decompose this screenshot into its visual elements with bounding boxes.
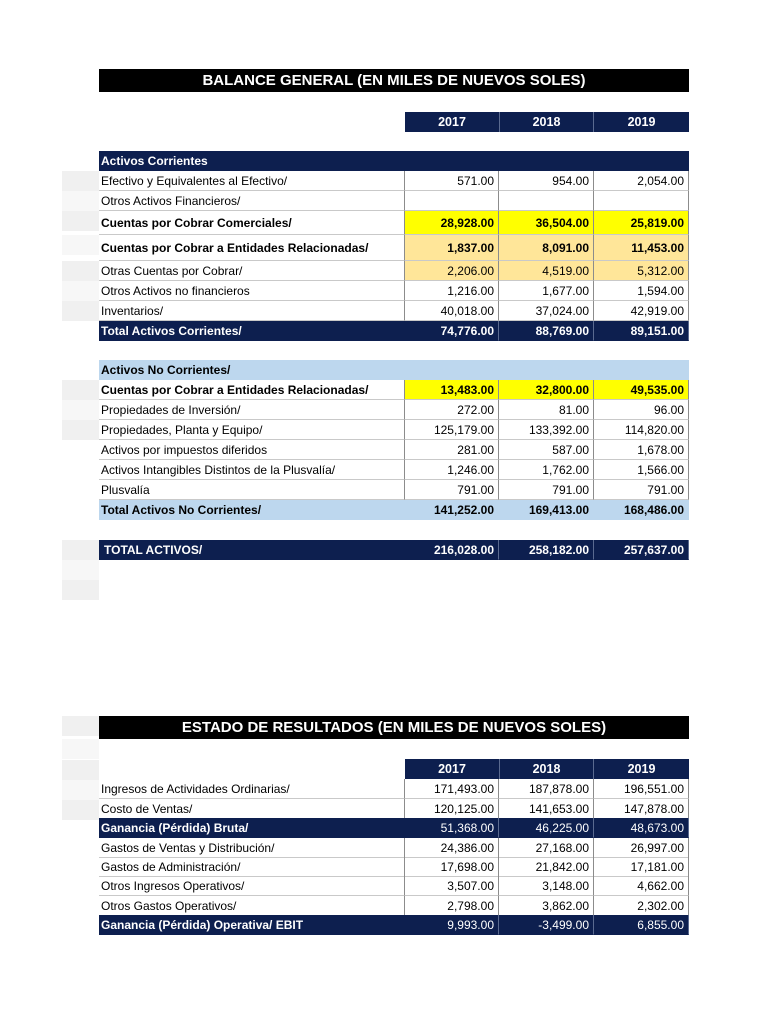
cell-2018: 27,168.00 xyxy=(499,838,594,858)
row-stub xyxy=(62,191,99,211)
balance-title: BALANCE GENERAL (EN MILES DE NUEVOS SOLES) xyxy=(99,69,689,92)
cell-2017: 571.00 xyxy=(405,171,499,191)
cell-2018: 21,842.00 xyxy=(499,857,594,877)
cell-2017: 17,698.00 xyxy=(405,857,499,877)
cell-2019: 147,878.00 xyxy=(594,799,689,819)
cell-2018 xyxy=(499,191,594,211)
table-row xyxy=(99,857,689,877)
row-label: Otros Activos no financieros xyxy=(99,281,405,301)
cell-2018: 4,519.00 xyxy=(499,261,594,281)
cell-2019: 1,678.00 xyxy=(594,440,689,460)
cell-2018: 141,653.00 xyxy=(499,799,594,819)
row-stub xyxy=(62,211,99,231)
row-label: Plusvalía xyxy=(99,480,405,500)
cell-2017: 28,928.00 xyxy=(405,211,499,235)
cell-2017: 3,507.00 xyxy=(405,876,499,896)
cell-2018: 8,091.00 xyxy=(499,235,594,261)
row-stub xyxy=(62,235,99,255)
cell-2018: 169,413.00 xyxy=(499,500,594,520)
balance-year-2017: 2017 xyxy=(405,112,500,132)
table-row xyxy=(99,261,689,281)
cell-2019: 257,637.00 xyxy=(594,540,689,560)
cell-2017: 74,776.00 xyxy=(405,321,499,341)
cell-2017: 51,368.00 xyxy=(405,818,499,838)
cell-2017: 1,246.00 xyxy=(405,460,499,480)
cell-2019: 1,594.00 xyxy=(594,281,689,301)
cell-2018: 3,148.00 xyxy=(499,876,594,896)
cell-2019: 48,673.00 xyxy=(594,818,689,838)
row-stub xyxy=(62,716,99,736)
table-row xyxy=(99,211,689,235)
table-row xyxy=(99,380,689,400)
row-stub xyxy=(62,540,99,560)
table-row-ganancia-bruta xyxy=(99,818,689,838)
table-row xyxy=(99,799,689,819)
section-header-activos-no-corrientes xyxy=(99,360,689,380)
row-stub xyxy=(62,301,99,321)
row-stub xyxy=(62,560,99,580)
cell-2017: 1,216.00 xyxy=(405,281,499,301)
row-label: Propiedades, Planta y Equipo/ xyxy=(99,420,405,440)
table-row xyxy=(99,235,689,261)
cell-2018: 32,800.00 xyxy=(499,380,594,400)
row-label: Activos Intangibles Distintos de la Plusvalía/ xyxy=(99,460,405,480)
balance-year-2018: 2018 xyxy=(500,112,594,132)
row-label: Ganancia (Pérdida) Bruta/ xyxy=(99,818,405,838)
table-row xyxy=(99,779,689,799)
cell-2017: 13,483.00 xyxy=(405,380,499,400)
cell-2019 xyxy=(594,191,689,211)
cell-2018: 81.00 xyxy=(499,400,594,420)
row-label: Costo de Ventas/ xyxy=(99,799,405,819)
row-label: Ganancia (Pérdida) Operativa/ EBIT xyxy=(99,915,405,935)
row-label: Otros Activos Financieros/ xyxy=(99,191,405,211)
row-stub xyxy=(62,760,99,780)
resultados-title: ESTADO DE RESULTADOS (EN MILES DE NUEVOS SOLES) xyxy=(99,716,689,739)
row-label: Gastos de Ventas y Distribución/ xyxy=(99,838,405,858)
row-stub xyxy=(62,400,99,420)
cell-2017: 272.00 xyxy=(405,400,499,420)
cell-2019: 89,151.00 xyxy=(594,321,689,341)
table-row xyxy=(99,838,689,858)
table-row xyxy=(99,876,689,896)
total-row-corrientes xyxy=(99,321,689,341)
table-row xyxy=(99,896,689,916)
cell-2017: 9,993.00 xyxy=(405,915,499,935)
table-row xyxy=(99,281,689,301)
row-stub xyxy=(62,739,99,759)
cell-2019: 791.00 xyxy=(594,480,689,500)
cell-2018: 36,504.00 xyxy=(499,211,594,235)
row-label: Otras Cuentas por Cobrar/ xyxy=(99,261,405,281)
resultados-year-2018: 2018 xyxy=(500,759,594,779)
cell-2019: 11,453.00 xyxy=(594,235,689,261)
cell-2017: 791.00 xyxy=(405,480,499,500)
section-header-activos-corrientes xyxy=(99,151,689,171)
cell-2017: 40,018.00 xyxy=(405,301,499,321)
row-stub xyxy=(62,580,99,600)
cell-2018: 258,182.00 xyxy=(499,540,594,560)
cell-2018: 1,762.00 xyxy=(499,460,594,480)
cell-2019: 2,054.00 xyxy=(594,171,689,191)
row-label: Propiedades de Inversión/ xyxy=(99,400,405,420)
cell-2019: 4,662.00 xyxy=(594,876,689,896)
row-label: Activos por impuestos diferidos xyxy=(99,440,405,460)
row-stub xyxy=(62,420,99,440)
row-stub xyxy=(62,281,99,301)
cell-2017 xyxy=(405,191,499,211)
cell-2019: 2,302.00 xyxy=(594,896,689,916)
row-label: Inventarios/ xyxy=(99,301,405,321)
cell-2019: 49,535.00 xyxy=(594,380,689,400)
row-stub xyxy=(62,780,99,800)
row-label: Cuentas por Cobrar Comerciales/ xyxy=(99,211,405,235)
table-row xyxy=(99,480,689,500)
cell-2018: -3,499.00 xyxy=(499,915,594,935)
cell-2018: 954.00 xyxy=(499,171,594,191)
cell-2018: 133,392.00 xyxy=(499,420,594,440)
total-activos-row xyxy=(99,540,689,560)
total-row-no-corrientes xyxy=(99,500,689,520)
cell-2019: 1,566.00 xyxy=(594,460,689,480)
row-stub xyxy=(62,380,99,400)
cell-2019: 17,181.00 xyxy=(594,857,689,877)
cell-2018: 46,225.00 xyxy=(499,818,594,838)
row-label: Ingresos de Actividades Ordinarias/ xyxy=(99,779,405,799)
table-row xyxy=(99,400,689,420)
section-label: Activos Corrientes xyxy=(99,151,689,171)
row-label: Efectivo y Equivalentes al Efectivo/ xyxy=(99,171,405,191)
row-stub xyxy=(62,800,99,820)
cell-2019: 196,551.00 xyxy=(594,779,689,799)
cell-2019: 26,997.00 xyxy=(594,838,689,858)
cell-2018: 187,878.00 xyxy=(499,779,594,799)
balance-year-2019: 2019 xyxy=(594,112,689,132)
cell-2017: 216,028.00 xyxy=(405,540,499,560)
cell-2017: 2,206.00 xyxy=(405,261,499,281)
section-label: Activos No Corrientes/ xyxy=(99,360,689,380)
cell-2017: 1,837.00 xyxy=(405,235,499,261)
table-row xyxy=(99,460,689,480)
row-stub xyxy=(62,261,99,281)
cell-2018: 88,769.00 xyxy=(499,321,594,341)
cell-2018: 791.00 xyxy=(499,480,594,500)
row-label: Cuentas por Cobrar a Entidades Relacionadas/ xyxy=(99,380,405,400)
resultados-year-2017: 2017 xyxy=(405,759,500,779)
table-row xyxy=(99,301,689,321)
row-label: Cuentas por Cobrar a Entidades Relacionadas/ xyxy=(99,235,405,261)
row-label: Total Activos No Corrientes/ xyxy=(99,500,405,520)
row-label: Otros Ingresos Operativos/ xyxy=(99,876,405,896)
cell-2019: 42,919.00 xyxy=(594,301,689,321)
cell-2019: 5,312.00 xyxy=(594,261,689,281)
cell-2018: 587.00 xyxy=(499,440,594,460)
row-stub xyxy=(62,171,99,191)
table-row xyxy=(99,171,689,191)
cell-2019: 25,819.00 xyxy=(594,211,689,235)
cell-2018: 1,677.00 xyxy=(499,281,594,301)
cell-2017: 125,179.00 xyxy=(405,420,499,440)
cell-2019: 96.00 xyxy=(594,400,689,420)
cell-2018: 37,024.00 xyxy=(499,301,594,321)
cell-2017: 24,386.00 xyxy=(405,838,499,858)
table-row xyxy=(99,440,689,460)
row-label: Total Activos Corrientes/ xyxy=(99,321,405,341)
cell-2019: 114,820.00 xyxy=(594,420,689,440)
row-label: Gastos de Administración/ xyxy=(99,857,405,877)
cell-2019: 168,486.00 xyxy=(594,500,689,520)
cell-2017: 120,125.00 xyxy=(405,799,499,819)
cell-2017: 171,493.00 xyxy=(405,779,499,799)
row-label: TOTAL ACTIVOS/ xyxy=(99,540,405,560)
cell-2017: 281.00 xyxy=(405,440,499,460)
cell-2018: 3,862.00 xyxy=(499,896,594,916)
cell-2019: 6,855.00 xyxy=(594,915,689,935)
cell-2017: 141,252.00 xyxy=(405,500,499,520)
row-label: Otros Gastos Operativos/ xyxy=(99,896,405,916)
cell-2017: 2,798.00 xyxy=(405,896,499,916)
resultados-year-2019: 2019 xyxy=(594,759,689,779)
table-row-ebit xyxy=(99,915,689,935)
table-row xyxy=(99,420,689,440)
table-row xyxy=(99,191,689,211)
